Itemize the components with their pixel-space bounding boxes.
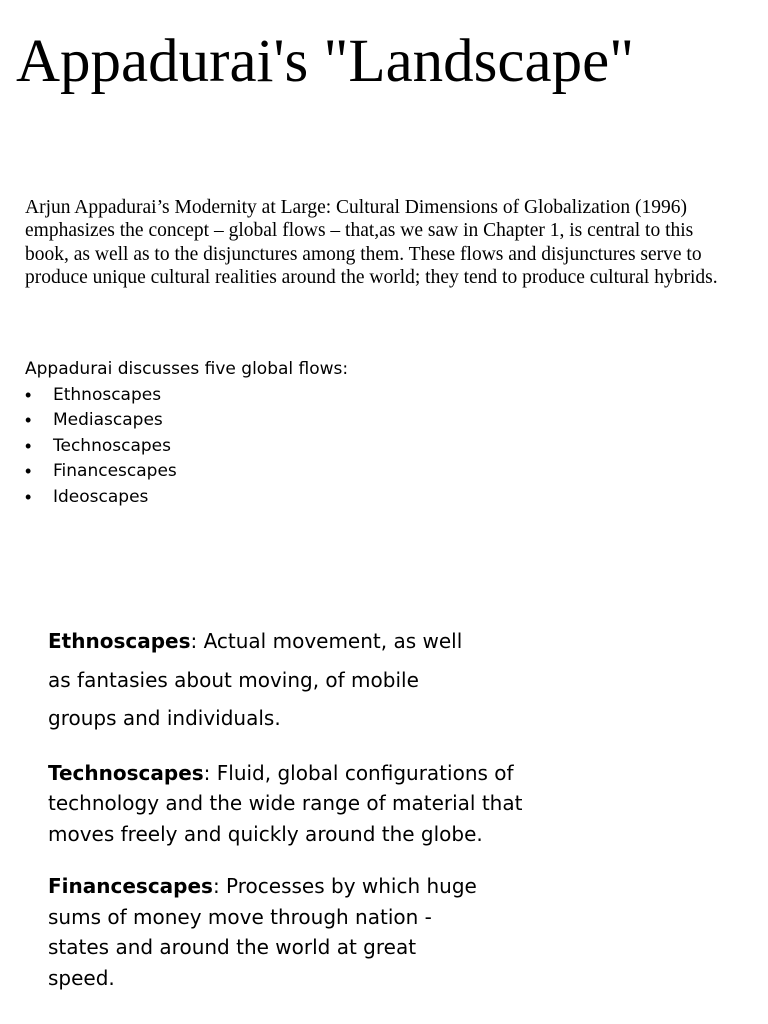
list-item-label: Financescapes — [53, 461, 177, 481]
list-item-label: Ethnoscapes — [53, 384, 162, 405]
list-item-label: Ideoscapes — [53, 486, 149, 507]
global-flows-section — [25, 357, 348, 510]
definition-term: Ethnoscapes — [48, 629, 191, 653]
definition-text: : Processes by which huge sums of money move through nation - states and around the world at great speed. — [48, 874, 477, 990]
definitions-section — [48, 622, 528, 993]
definition-term: Technoscapes — [48, 760, 204, 785]
flows-list — [25, 383, 348, 511]
page-title: Appadurai's "Landscape" — [16, 28, 635, 95]
list-item-label: Technoscapes — [53, 435, 171, 456]
definition-text: : Fluid, global configurations of technology and the wide range of material that moves freely and quickly around the globe. — [48, 760, 523, 846]
list-item — [25, 383, 348, 409]
bullet-icon: • — [25, 384, 32, 405]
list-item — [25, 434, 348, 460]
list-item — [25, 485, 348, 511]
bullet-icon: • — [25, 461, 32, 481]
definition-ethnoscapes — [48, 622, 468, 738]
definition-technoscapes — [48, 758, 523, 850]
bullet-icon: • — [25, 486, 32, 507]
definition-financescapes — [48, 871, 488, 993]
flows-intro: Appadurai discusses five global flows: — [25, 359, 349, 379]
list-item — [25, 459, 348, 485]
list-item-label: Mediascapes — [53, 410, 163, 430]
definition-text: : Actual movement, as well as fantasies about moving, of mobile groups and individuals. — [48, 629, 463, 730]
bullet-icon: • — [25, 435, 32, 456]
list-item — [25, 408, 348, 434]
intro-paragraph: Arjun Appadurai’s Modernity at Large: Cultural Dimensions of Globalization (1996) emphasizes the concept – global flows – that,as we saw in Chapter 1, is central to this book, as well as to the disjunctures among them. These flows and disjunctures serve to produce unique cultural realities around the world; they tend to produce cultural hybrids. — [25, 197, 718, 288]
definition-term: Financescapes — [48, 874, 213, 898]
bullet-icon: • — [25, 410, 32, 430]
